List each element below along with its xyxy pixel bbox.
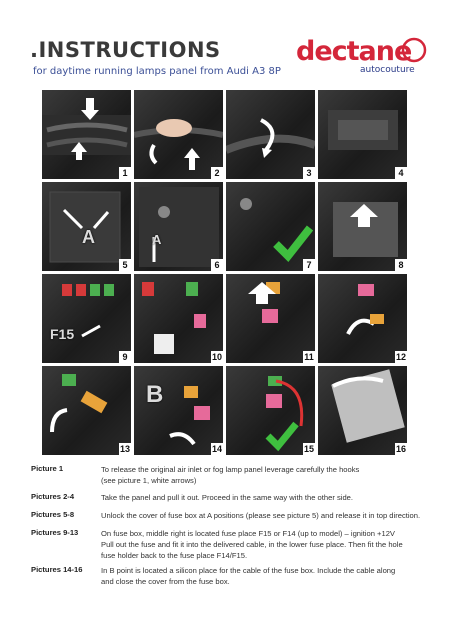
photo-4 [318,90,407,179]
photo-15-image [226,366,315,455]
brand-logo [296,36,428,78]
photo-14 [134,366,223,455]
point-b-label: B [146,381,164,408]
instruction-text [101,510,431,521]
photo-number: 5 [119,259,131,271]
checkmark-icon [268,424,296,446]
photo-7-image [226,182,315,271]
photo-number: 15 [303,444,314,454]
curved-arrow-icon [261,120,272,150]
photo-number: 2 [211,167,223,179]
instruction-text [101,528,431,561]
photo-12-image [318,274,407,363]
photo-number: 3 [303,167,315,179]
curved-arrow-icon [170,434,194,444]
photo-7 [226,182,315,271]
photo-number: 4 [395,167,407,179]
photo-number: 14 [211,444,222,454]
photo-3-image [226,90,315,179]
photo-number: 13 [119,444,130,454]
instruction-line: fuse holder back to the fuse place F14/F15. [101,551,248,560]
photo-10 [134,274,223,363]
photo-13 [42,366,131,455]
instruction-text [101,464,431,486]
photo-6-image [134,182,223,271]
photo-11-image [226,274,315,363]
photo-8-image [318,182,407,271]
photo-12 [318,274,407,363]
instruction-label: Pictures 14-16 [31,565,83,574]
photo-number: 12 [395,352,406,362]
photo-16 [318,366,407,455]
instruction-line: Pull out the fuse and fit it into the delivered cable, in the lower fuse place. Then fit the hole [101,540,403,549]
instruction-line: In B point is located a silicon place for the cable of the fuse box. Include the cable along [101,566,396,575]
photo-number: 11 [304,352,314,362]
instruction-line: Take the panel and pull it out. Proceed in the same way with the other side. [101,493,354,502]
photo-13-image [42,366,131,455]
photo-number: 6 [211,259,223,271]
point-a-label: A [82,227,95,247]
point-a-label: A [152,232,162,247]
photo-4-image [318,90,407,179]
photo-2-image [134,90,223,179]
photo-10-image [134,274,223,363]
curved-arrow-icon [151,145,156,163]
photo-9-image [42,274,131,363]
photo-9 [42,274,131,363]
instruction-text [101,565,431,587]
photo-2 [134,90,223,179]
checkmark-icon [276,228,310,256]
page-title: .INSTRUCTIONS [30,38,221,62]
photo-6 [134,182,223,271]
photo-number: 7 [303,259,315,271]
instruction-line: and close the cover from the fuse box. [101,577,230,586]
instruction-line: On fuse box, middle right is located fuse place F15 or F14 (up to model) – ignition +12V [101,529,395,538]
photo-number: 10 [211,352,222,362]
photo-5 [42,182,131,271]
photo-number: 8 [395,259,407,271]
instruction-line: To release the original air inlet or fog lamp panel leverage carefully the hooks [101,465,360,474]
instruction-label: Pictures 9-13 [31,528,79,537]
photo-11 [226,274,315,363]
instruction-label: Pictures 2-4 [31,492,75,501]
photo-number: 16 [395,444,406,454]
logo-brand-text: dectane [296,36,412,67]
photo-8 [318,182,407,271]
photo-14-image [134,366,223,455]
logo-tagline: autocouture [360,65,415,75]
photo-16-image [318,366,407,455]
photo-number: 9 [119,351,131,363]
instruction-line: Unlock the cover of fuse box at A positions (please see picture 5) and release it in top direction. [101,511,421,520]
instruction-label: Pictures 5-8 [31,510,75,519]
instruction-text [101,492,431,503]
arrow-up-icon [184,148,200,170]
photo-1 [42,90,131,179]
fuse-f15-label: F15 [50,326,75,342]
instruction-label: Picture 1 [31,464,64,473]
instruction-line: (see picture 1, white arrows) [101,476,197,485]
curved-arrow-icon [52,410,67,432]
page-subtitle: for daytime running lamps panel from Audi A3 8P [33,66,281,77]
photo-15 [226,366,315,455]
arrow-icon [82,326,100,336]
photo-3 [226,90,315,179]
photo-number: 1 [119,167,131,179]
photo-1-image [42,90,131,179]
